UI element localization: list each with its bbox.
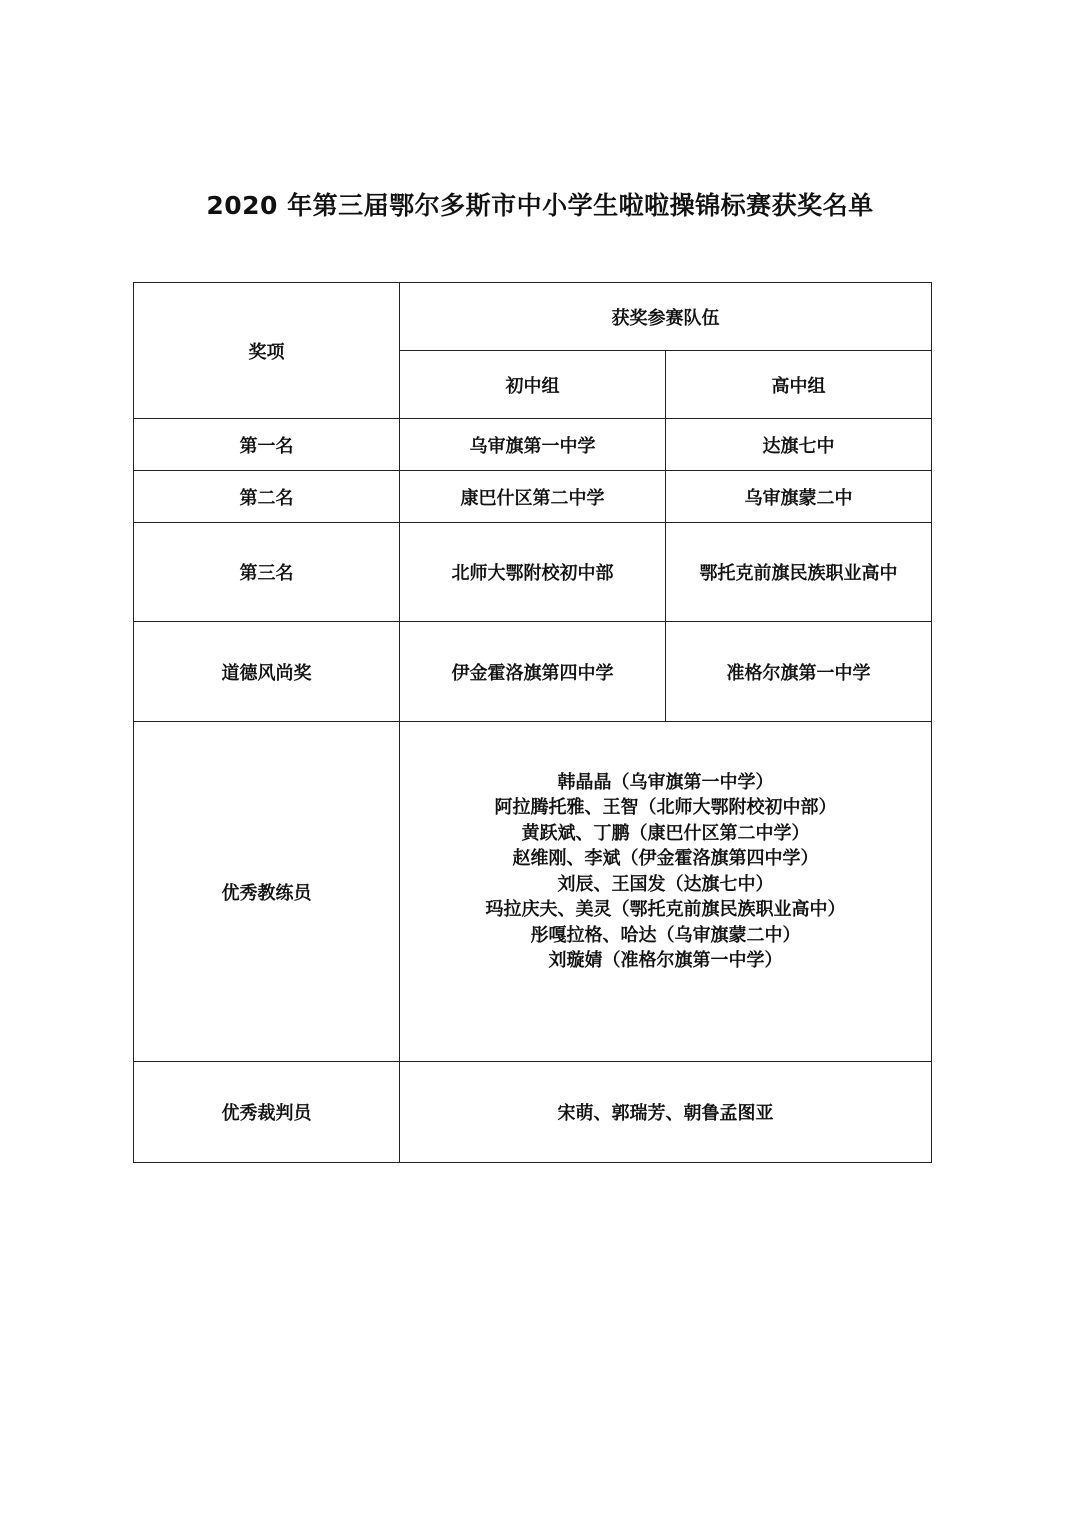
senior-winner: 准格尔旗第一中学 — [666, 622, 932, 722]
award-table — [133, 282, 932, 1163]
senior-winner: 乌审旗蒙二中 — [666, 471, 932, 523]
document-title: 2020 年第三届鄂尔多斯市中小学生啦啦操锦标赛获奖名单 — [206, 191, 874, 220]
coach-cell — [400, 722, 932, 1062]
table-header-row — [134, 283, 932, 351]
coach-entry: 赵维刚、李斌（伊金霍洛旗第四中学） — [512, 848, 819, 869]
judge-names: 宋萌、郭瑞芳、朝鲁孟图亚 — [400, 1062, 932, 1163]
junior-winner: 康巴什区第二中学 — [400, 471, 666, 523]
junior-winner: 伊金霍洛旗第四中学 — [400, 622, 666, 722]
table-row-second-place — [134, 471, 932, 523]
junior-winner: 乌审旗第一中学 — [400, 419, 666, 471]
coach-entry: 彤嘎拉格、哈达（乌审旗蒙二中） — [530, 924, 801, 946]
award-column-header: 奖项 — [134, 283, 400, 419]
coach-entry: 刘辰、王国发（达旗七中） — [557, 873, 774, 895]
coach-entry: 玛拉庆夫、美灵（鄂托克前旗民族职业高中） — [485, 899, 846, 920]
award-name: 第二名 — [134, 471, 400, 523]
award-name: 第一名 — [134, 419, 400, 471]
table-row-first-place — [134, 419, 932, 471]
senior-winner: 鄂托克前旗民族职业高中 — [666, 523, 932, 622]
coach-list — [400, 770, 931, 1014]
table-row-judges — [134, 1062, 932, 1163]
table-row-third-place — [134, 523, 932, 622]
senior-winner: 达旗七中 — [666, 419, 932, 471]
coach-entry: 阿拉腾托雅、王智（北师大鄂附校初中部） — [494, 797, 837, 818]
teams-group-header: 获奖参赛队伍 — [400, 283, 932, 351]
junior-winner: 北师大鄂附校初中部 — [400, 523, 666, 622]
award-name: 道德风尚奖 — [134, 622, 400, 722]
coach-entry: 黄跃斌、丁鹏（康巴什区第二中学） — [521, 822, 810, 844]
award-name: 优秀裁判员 — [134, 1062, 400, 1163]
coach-entry: 韩晶晶（乌审旗第一中学） — [557, 771, 774, 793]
junior-column-header: 初中组 — [400, 351, 666, 419]
coach-entry: 刘璇婧（准格尔旗第一中学） — [548, 950, 783, 971]
table-row-sportsmanship — [134, 622, 932, 722]
table-row-coaches — [134, 722, 932, 1062]
award-name: 第三名 — [134, 523, 400, 622]
senior-column-header: 高中组 — [666, 351, 932, 419]
award-name: 优秀教练员 — [134, 722, 400, 1062]
